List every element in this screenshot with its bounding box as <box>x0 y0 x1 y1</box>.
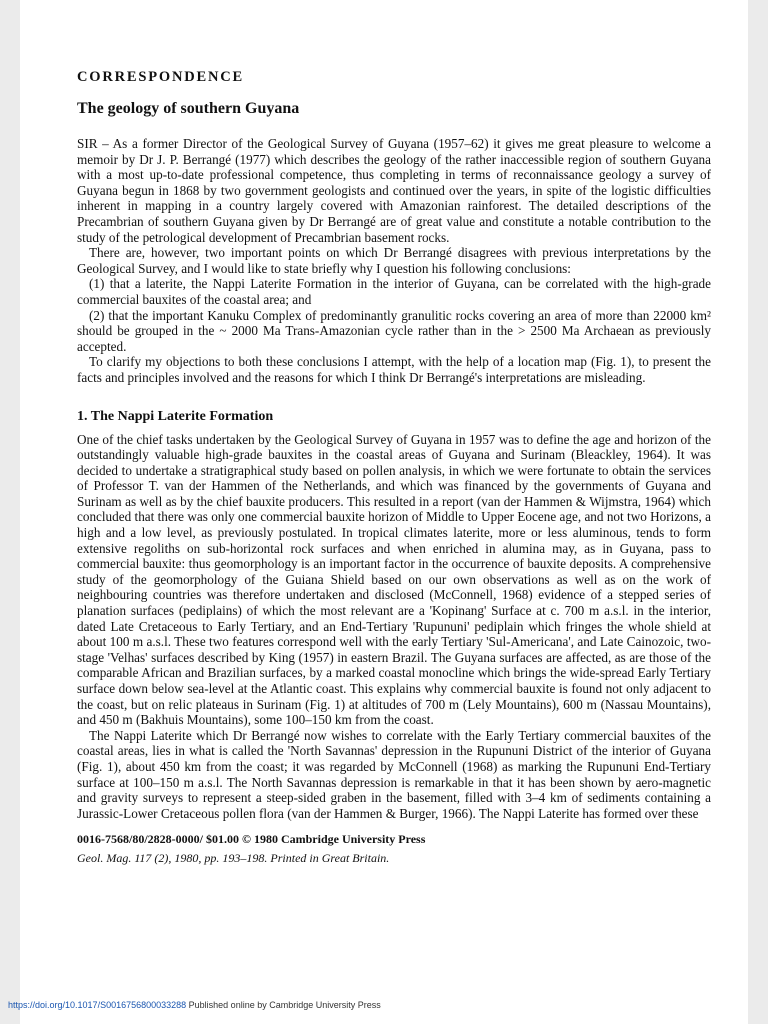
intro-paragraph: SIR – As a former Director of the Geological Survey of Guyana (1957–62) it gives me great pleasure to welcome a memoir by Dr J. P. Berrangé (1977) which describes the geology of the rather inaccessible region of southern Guyana with a most up-to-date professional competence, thus completing in terms of reconnaissance geology a survey of Guyana begun in 1868 by two government geologists and continued over the years, in spite of the logistic difficulties inherent in mapping in a country largely covered with Amazonian rainforest. The detailed descriptions of the Precambrian of southern Guyana given by Dr Berrangé are of great value and constitute a notable contribution to the study of the petrological development of Precambrian basement rocks. <box>77 136 711 245</box>
document-page <box>20 0 748 1024</box>
doi-link[interactable]: https://doi.org/10.1017/S0016756800033288 <box>8 1000 187 1010</box>
body-paragraph: The Nappi Laterite which Dr Berrangé now wishes to correlate with the Early Tertiary commercial bauxites of the coastal areas, lies in what is called the 'North Savannas' depression in the Rupununi District of the interior of Guyana (Fig. 1), about 450 km from the coast; it was regarded by McConnell (1968) as marking the Rupununi End-Tertiary surface at 100–150 m a.s.l. The North Savannas depression is remarkable in that it has been shown by aero-magnetic and gravity surveys to represent a steep-sided graben in the basement, filled with 3–4 km of sediments containing a Jurassic-Lower Cretaceous pollen flora (van der Hammen & Burger, 1966). The Nappi Laterite has formed over these <box>77 727 711 821</box>
intro-paragraph: (2) that the important Kanuku Complex of predominantly granulitic rocks covering an area of more than 22000 km² should be grouped in the ~ 2000 Ma Trans-Amazonian cycle rather than in the > 2500 Ma Archaean as previously accepted. <box>77 307 711 354</box>
article-title: The geology of southern Guyana <box>77 100 300 117</box>
section-label: CORRESPONDENCE <box>77 69 244 85</box>
section-heading: 1. The Nappi Laterite Formation <box>77 408 274 424</box>
body-paragraph: One of the chief tasks undertaken by the Geological Survey of Guyana in 1957 was to define the age and horizon of the outstandingly valuable high-grade bauxites in the coastal areas of Guyana and Surinam (Bleackley, 1964). It was decided to undertake a stratigraphical study based on pollen analysis, in which we were fortunate to obtain the services of Professor T. van der Hammen of the Netherlands, and which was financed by the governments of Guyana and Surinam as well as by the chief bauxite producers. This resulted in a report (van der Hammen & Wijmstra, 1964) which concluded that there was only one commercial bauxite horizon of Middle to Upper Eocene age, and not two Horizons, a high and a low level, as previously postulated. In tropical climates laterite, more or less aluminous, tends to form extensive regoliths on sub-horizontal rock surfaces and when enriched in alumina may, as in Guyana, pass to commercial bauxite: thus geomorphology is an important factor in the occurrence of bauxite deposits. A comprehensive study of the geomorphology of the Guiana Shield based on our own observations as well as on the work of neighbouring countries was therefore undertaken and disclosed (McConnell, 1968) evidence of a stepped series of planation surfaces (pediplains) of which the most relevant are a 'Kopinang' Surface at c. 700 m a.s.l. in the interior, dated Late Cretaceous to Early Tertiary, and an End-Tertiary 'Rupununi' pediplain which fringes the whole shield at about 100 m a.s.l. These two features correspond well with the early Tertiary 'Sul-Americana', and Late Cainozoic, two-stage 'Velhas' surfaces described by King (1957) in eastern Brazil. The Guyana surfaces are affected, as are those of the comparable African and Brazilian surfaces, by a marked coastal monocline which brings the wide-spread Early Tertiary surface down below sea-level at the Atlantic coast. This explains why commercial bauxite is found not only adjacent to the coast, but on relic plateaus in Surinam (Fig. 1) at altitudes of 700 m (Lely Mountains), 600 m (Nassau Mountains), and 450 m (Bakhuis Mountains), some 100–150 km from the coast. <box>77 431 711 728</box>
doi-bar <box>8 1000 381 1010</box>
published-online-text: Published online by Cambridge University Press <box>186 1000 381 1010</box>
intro-paragraph: There are, however, two important points on which Dr Berrangé disagrees with previous interpretations by the Geological Survey, and I would like to state briefly why I question his following conclusions: <box>77 245 711 276</box>
intro-paragraph: To clarify my objections to both these conclusions I attempt, with the help of a location map (Fig. 1), to present the facts and principles involved and the reasons for which I think Dr Berrangé's interpretations are misleading. <box>77 354 711 385</box>
article-body <box>77 68 711 866</box>
journal-citation: Geol. Mag. 117 (2), 1980, pp. 193–198. Printed in Great Britain. <box>77 851 390 866</box>
intro-paragraph: (1) that a laterite, the Nappi Laterite Formation in the interior of Guyana, can be correlated with the high-grade commercial bauxites of the coastal area; and <box>77 276 711 307</box>
copyright-line: 0016-7568/80/2828-0000/ $01.00 © 1980 Cambridge University Press <box>77 832 426 847</box>
